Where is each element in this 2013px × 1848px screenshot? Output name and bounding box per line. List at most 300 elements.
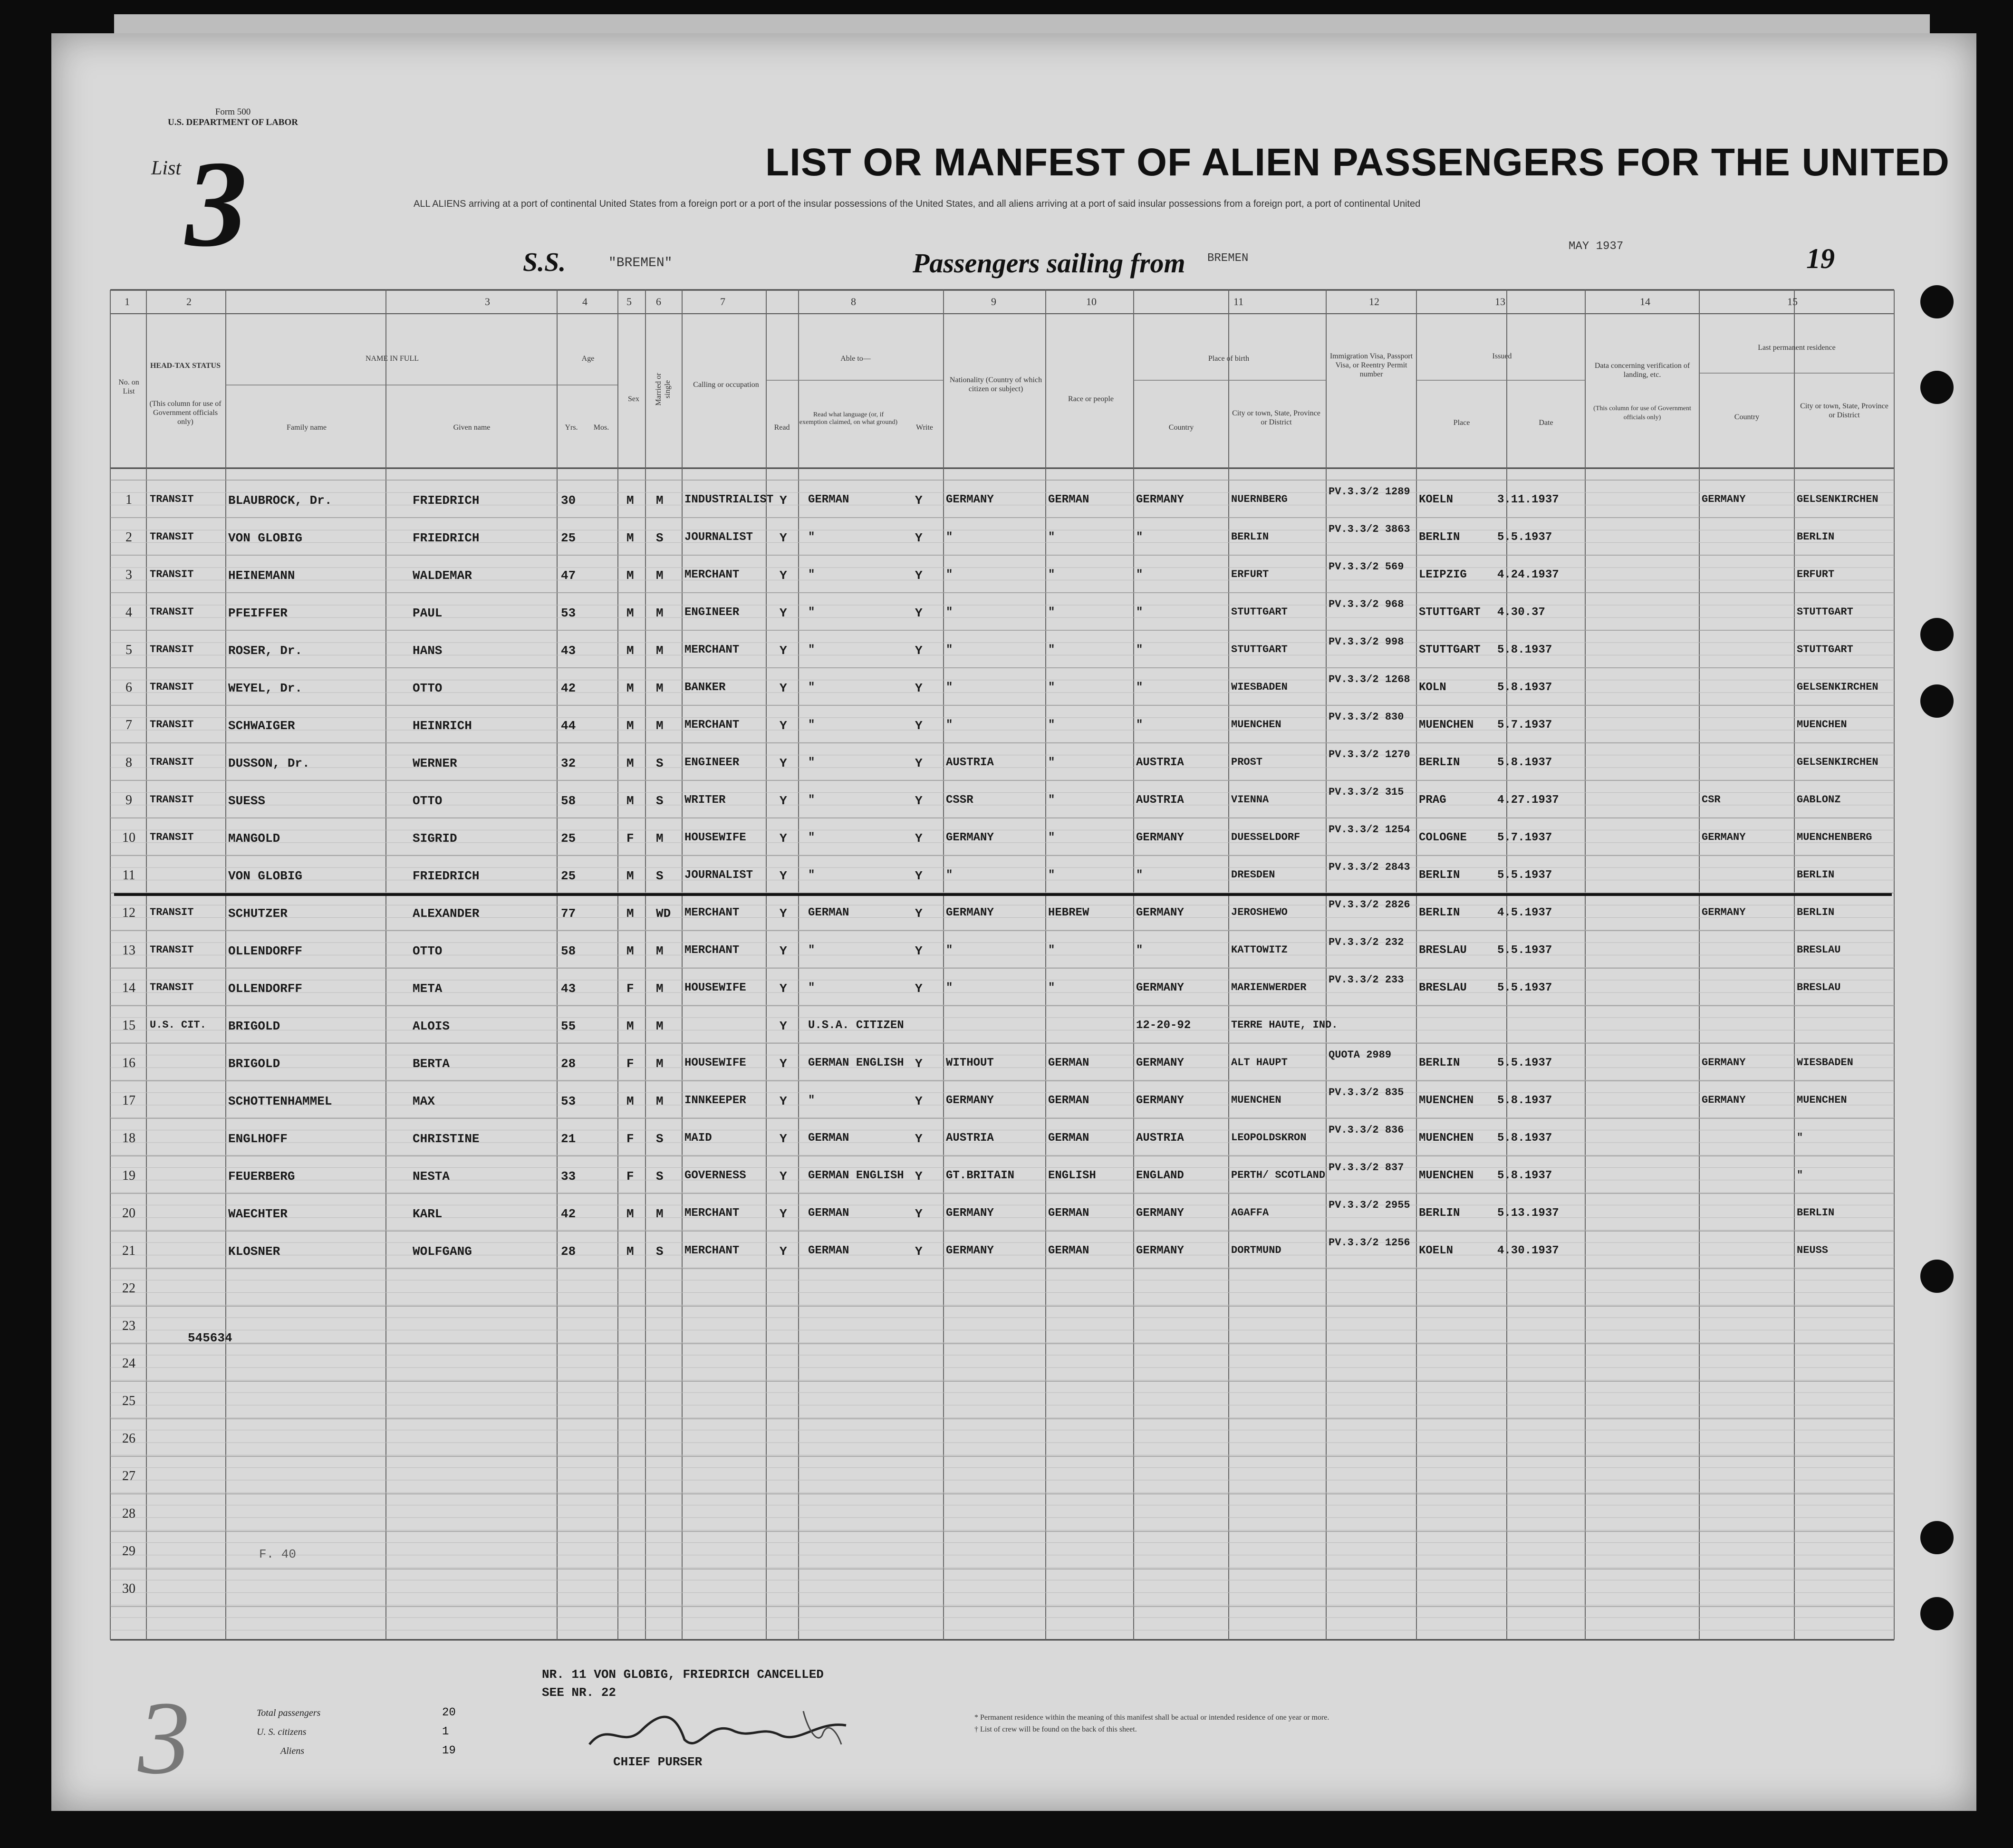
occupation: JOURNALIST (684, 531, 753, 544)
read-language: " (808, 756, 815, 769)
age: 25 (561, 869, 576, 883)
column-number: 15 (1787, 296, 1798, 308)
row-number: 16 (122, 1056, 135, 1070)
birth-city: BERLIN (1231, 531, 1269, 543)
row-number: 19 (122, 1168, 135, 1183)
row-number: 30 (122, 1581, 135, 1596)
visa-issued-date: 5.8.1937 (1497, 1094, 1552, 1107)
race: GERMAN (1048, 1132, 1089, 1145)
row-number: 29 (122, 1544, 135, 1559)
year-prefix: 19 (1806, 243, 1835, 274)
race: " (1048, 944, 1055, 957)
can-read: Y (780, 681, 787, 695)
nationality: " (946, 568, 953, 581)
marital-status: S (656, 531, 664, 545)
read-language: " (808, 982, 815, 994)
row-number: 11 (122, 868, 135, 883)
row-number: 23 (122, 1319, 135, 1333)
visa-issued-date: 5.8.1937 (1497, 1169, 1552, 1182)
header-calling: Calling or occupation (693, 381, 759, 389)
read-language: GERMAN (808, 493, 849, 506)
can-read: Y (780, 1057, 787, 1071)
marital-status: S (656, 1132, 664, 1146)
sex: M (626, 1244, 634, 1259)
given-name: HEINRICH (413, 719, 472, 733)
sex: M (626, 531, 634, 545)
marital-status: M (656, 1019, 664, 1033)
family-name: BLAUBROCK, Dr. (228, 493, 332, 508)
can-write: Y (915, 982, 923, 996)
residence-city: " (1797, 1132, 1803, 1144)
visa-issued-date: 5.8.1937 (1497, 1132, 1552, 1145)
column-number: 12 (1369, 296, 1379, 308)
age: 44 (561, 719, 576, 733)
can-write: Y (915, 568, 923, 583)
occupation: ENGINEER (684, 756, 740, 769)
nationality: GERMANY (946, 906, 994, 919)
birth-country: " (1136, 944, 1143, 957)
nationality: GERMANY (946, 493, 994, 506)
occupation: JOURNALIST (684, 869, 753, 882)
occupation: MERCHANT (684, 1244, 740, 1257)
residence-city: BERLIN (1797, 1207, 1835, 1219)
header-mos: Mos. (593, 424, 609, 432)
read-language: " (808, 869, 815, 882)
birth-city: WIESBADEN (1231, 681, 1288, 693)
race: " (1048, 719, 1055, 732)
birth-country: AUSTRIA (1136, 756, 1184, 769)
aliens-value: 19 (442, 1744, 456, 1757)
row-number: 28 (122, 1506, 135, 1521)
row23-number: 545634 (188, 1331, 232, 1345)
visa-issued-date: 5.13.1937 (1497, 1207, 1559, 1220)
visa-issued-date: 5.8.1937 (1497, 756, 1552, 769)
head-tax-status: TRANSIT (150, 568, 194, 580)
visa-number: PV.3.3/2 1289 (1329, 486, 1410, 498)
head-tax-status: TRANSIT (150, 606, 194, 618)
sex: F (626, 831, 634, 846)
marital-status: M (656, 719, 664, 733)
row-number: 4 (125, 605, 132, 620)
header-verification: Data concerning verification of landing, etc. (1594, 362, 1690, 379)
can-read: Y (780, 719, 787, 733)
residence-city: GELSENKIRCHEN (1797, 493, 1878, 505)
visa-number: PV.3.3/2 2826 (1329, 899, 1410, 911)
visa-number: PV.3.3/2 232 (1329, 936, 1404, 948)
sex: M (626, 906, 634, 921)
occupation: MERCHANT (684, 644, 740, 656)
header-able-to: Able to— (840, 355, 871, 363)
marital-status: S (656, 756, 664, 770)
header-verification-note: (This column for use of Government officials only) (1593, 405, 1691, 421)
visa-issued-place: BERLIN (1419, 906, 1460, 919)
residence-city: BRESLAU (1797, 982, 1841, 993)
birth-city: MUENCHEN (1231, 1094, 1281, 1106)
binder-hole (1920, 1260, 1954, 1293)
age: 43 (561, 644, 576, 658)
race: " (1048, 606, 1055, 619)
row-number: 10 (122, 830, 135, 845)
age: 25 (561, 831, 576, 846)
birth-country: GERMANY (1136, 1057, 1184, 1069)
nationality: GERMANY (946, 1244, 994, 1257)
aliens-label: Aliens (280, 1746, 304, 1756)
occupation: BANKER (684, 681, 726, 694)
footnote-residence: * Permanent residence within the meaning of this manifest shall be actual or intended residence of one year or more. (974, 1713, 1329, 1722)
visa-issued-date: 4.30.1937 (1497, 1244, 1559, 1257)
birth-city: ERFURT (1231, 568, 1269, 580)
row-number: 12 (122, 905, 135, 920)
total-passengers-value: 20 (442, 1706, 456, 1719)
read-language: " (808, 794, 815, 807)
visa-issued-date: 5.8.1937 (1497, 681, 1552, 694)
visa-issued-place: KOLN (1419, 681, 1446, 694)
age: 28 (561, 1244, 576, 1259)
read-language: " (808, 944, 815, 957)
can-read: Y (780, 906, 787, 921)
sex: M (626, 794, 634, 808)
visa-issued-place: STUTTGART (1419, 644, 1481, 656)
list-number: 3 (185, 135, 247, 272)
marital-status: M (656, 831, 664, 846)
header-issued-date: Date (1539, 419, 1553, 427)
header-family-name: Family name (287, 424, 327, 432)
visa-number: PV.3.3/2 233 (1329, 974, 1404, 986)
stamp-40: F. 40 (259, 1547, 297, 1561)
read-language: " (808, 531, 815, 544)
race: " (1048, 756, 1055, 769)
given-name: SIGRID (413, 831, 457, 846)
birth-country: 12-20-92 (1136, 1019, 1191, 1032)
birth-city: STUTTGART (1231, 644, 1288, 655)
row-number: 17 (122, 1093, 135, 1108)
birth-country: " (1136, 531, 1143, 544)
birth-country: GERMANY (1136, 1094, 1184, 1107)
sailing-port: BREMEN (1207, 252, 1249, 265)
head-tax-status: TRANSIT (150, 681, 194, 693)
nationality: WITHOUT (946, 1057, 994, 1069)
visa-issued-place: MUENCHEN (1419, 1094, 1474, 1107)
marital-status: M (656, 644, 664, 658)
birth-city: PERTH/ SCOTLAND (1231, 1169, 1326, 1181)
birth-city: DRESDEN (1231, 869, 1275, 881)
read-language: GERMAN (808, 906, 849, 919)
visa-number: PV.3.3/2 1254 (1329, 824, 1410, 836)
header-read-language: Read what language (or, if exemption claimed, on what ground) (799, 411, 898, 426)
sailing-date: MAY 1937 (1569, 240, 1624, 253)
given-name: META (413, 982, 443, 996)
total-passengers-label: Total passengers (257, 1708, 321, 1718)
age: 30 (561, 493, 576, 508)
race: " (1048, 794, 1055, 807)
binder-hole (1920, 618, 1954, 651)
can-write: Y (915, 1207, 923, 1221)
head-tax-status: TRANSIT (150, 493, 194, 505)
can-write: Y (915, 1132, 923, 1146)
visa-issued-place: BERLIN (1419, 531, 1460, 544)
visa-number: PV.3.3/2 1256 (1329, 1237, 1410, 1249)
birth-country: " (1136, 869, 1143, 882)
visa-issued-date: 4.30.37 (1497, 606, 1545, 619)
column-number: 5 (626, 296, 632, 308)
family-name: FEUERBERG (228, 1169, 295, 1184)
sex: M (626, 644, 634, 658)
can-write: Y (915, 944, 923, 958)
given-name: WALDEMAR (413, 568, 472, 583)
visa-issued-place: BERLIN (1419, 756, 1460, 769)
row-number: 5 (125, 643, 132, 657)
age: 47 (561, 568, 576, 583)
residence-country: CSR (1702, 794, 1721, 806)
column-number: 11 (1233, 296, 1244, 308)
manifest-title: LIST OR MANFEST OF ALIEN PASSENGERS FOR THE UNITED (765, 141, 1950, 184)
family-name: HEINEMANN (228, 568, 295, 583)
sex: M (626, 944, 634, 958)
visa-issued-place: BRESLAU (1419, 944, 1467, 957)
birth-country: " (1136, 644, 1143, 656)
visa-number: QUOTA 2989 (1329, 1049, 1392, 1061)
can-read: Y (780, 1019, 787, 1033)
visa-issued-place: BERLIN (1419, 869, 1460, 882)
given-name: NESTA (413, 1169, 450, 1184)
residence-country: GERMANY (1702, 831, 1746, 843)
signer-title: CHIEF PURSER (613, 1755, 703, 1769)
given-name: WOLFGANG (413, 1244, 472, 1259)
can-read: Y (780, 1132, 787, 1146)
occupation: MERCHANT (684, 719, 740, 732)
head-tax-status: TRANSIT (150, 531, 194, 543)
header-yrs: Yrs. (565, 424, 578, 432)
birth-country: AUSTRIA (1136, 1132, 1184, 1145)
visa-number: PV.3.3/2 3863 (1329, 523, 1410, 535)
footnote-crew: † List of crew will be found on the back of this sheet. (974, 1725, 1137, 1733)
visa-number: PV.3.3/2 2843 (1329, 861, 1410, 873)
column-number: 13 (1495, 296, 1505, 308)
visa-issued-place: LEIPZIG (1419, 568, 1467, 581)
column-number: 3 (485, 296, 490, 308)
visa-issued-date: 5.5.1937 (1497, 1057, 1552, 1069)
family-name: DUSSON, Dr. (228, 756, 310, 770)
header-birth-city: City or town, State, Province or District (1232, 409, 1320, 426)
header-birth-country: Country (1168, 424, 1194, 432)
race: " (1048, 644, 1055, 656)
cancellation-line (114, 893, 1892, 896)
residence-city: MUENCHEN (1797, 719, 1847, 731)
column-number: 7 (720, 296, 725, 308)
sex: M (626, 606, 634, 620)
given-name: OTTO (413, 681, 443, 695)
residence-country: GERMANY (1702, 1057, 1746, 1068)
residence-city: BERLIN (1797, 906, 1835, 918)
head-tax-status: TRANSIT (150, 831, 194, 843)
sex: M (626, 493, 634, 508)
occupation: MERCHANT (684, 906, 740, 919)
family-name: SCHWAIGER (228, 719, 295, 733)
birth-city: KATTOWITZ (1231, 944, 1288, 956)
occupation: MERCHANT (684, 944, 740, 957)
column-number: 8 (851, 296, 856, 308)
age: 58 (561, 944, 576, 958)
given-name: CHRISTINE (413, 1132, 480, 1146)
visa-issued-place: MUENCHEN (1419, 1132, 1474, 1145)
margin-number: 3 (138, 1680, 190, 1796)
residence-city: GABLONZ (1797, 794, 1841, 806)
can-write: Y (915, 756, 923, 770)
family-name: SCHUTZER (228, 906, 288, 921)
column-number: 1 (125, 296, 130, 308)
can-write: Y (915, 531, 923, 545)
given-name: OTTO (413, 944, 443, 958)
visa-issued-place: BRESLAU (1419, 982, 1467, 994)
occupation: MERCHANT (684, 568, 740, 581)
visa-issued-date: 5.5.1937 (1497, 944, 1552, 957)
visa-issued-date: 4.24.1937 (1497, 568, 1559, 581)
header-issued: Issued (1492, 352, 1512, 360)
marital-status: M (656, 944, 664, 958)
header-sex: Sex (628, 395, 639, 403)
row-number: 27 (122, 1469, 135, 1483)
given-name: FRIEDRICH (413, 493, 480, 508)
birth-country: AUSTRIA (1136, 794, 1184, 807)
birth-country: " (1136, 719, 1143, 732)
residence-city: STUTTGART (1797, 644, 1853, 655)
can-read: Y (780, 531, 787, 545)
can-write: Y (915, 1244, 923, 1259)
head-tax-status: TRANSIT (150, 719, 194, 731)
residence-country: GERMANY (1702, 493, 1746, 505)
birth-country: GERMANY (1136, 831, 1184, 844)
visa-number: PV.3.3/2 1268 (1329, 674, 1410, 685)
birth-city: MUENCHEN (1231, 719, 1281, 731)
sex: M (626, 1019, 634, 1033)
read-language: " (808, 1094, 815, 1107)
sex: M (626, 568, 634, 583)
can-read: Y (780, 831, 787, 846)
can-write: Y (915, 493, 923, 508)
occupation: MAID (684, 1132, 712, 1145)
visa-issued-date: 4.27.1937 (1497, 794, 1559, 807)
read-language: " (808, 719, 815, 732)
visa-number: PV.3.3/2 968 (1329, 598, 1404, 610)
header-issued-place: Place (1453, 419, 1470, 427)
cancel-note-2: SEE NR. 22 (542, 1685, 616, 1700)
nationality: GERMANY (946, 831, 994, 844)
residence-city: GELSENKIRCHEN (1797, 756, 1878, 768)
ship-name: "BREMEN" (608, 256, 673, 270)
race: " (1048, 982, 1055, 994)
can-write: Y (915, 1169, 923, 1184)
residence-city: GELSENKIRCHEN (1797, 681, 1878, 693)
cancel-note-1: NR. 11 VON GLOBIG, FRIEDRICH CANCELLED (542, 1667, 824, 1682)
residence-city: NEUSS (1797, 1244, 1829, 1256)
birth-country: GERMANY (1136, 1207, 1184, 1220)
family-name: WEYEL, Dr. (228, 681, 303, 695)
us-citizens-value: 1 (442, 1725, 449, 1738)
sex: M (626, 1207, 634, 1221)
head-tax-status: TRANSIT (150, 906, 194, 918)
occupation: WRITER (684, 794, 726, 807)
residence-city: STUTTGART (1797, 606, 1853, 618)
residence-city: BERLIN (1797, 869, 1835, 881)
age: 55 (561, 1019, 576, 1033)
list-label: List (151, 157, 182, 179)
family-name: MANGOLD (228, 831, 280, 846)
row-number: 9 (125, 793, 132, 808)
sex: M (626, 1094, 634, 1108)
head-tax-status: TRANSIT (150, 794, 194, 806)
age: 42 (561, 681, 576, 695)
nationality: " (946, 982, 953, 994)
visa-issued-date: 5.7.1937 (1497, 719, 1552, 732)
read-language: GERMAN ENGLISH (808, 1057, 904, 1069)
birth-country: GERMANY (1136, 982, 1184, 994)
given-name: MAX (413, 1094, 435, 1108)
birth-country: GERMANY (1136, 493, 1184, 506)
nationality: " (946, 719, 953, 732)
marital-status: S (656, 1169, 664, 1184)
birth-city: MARIENWERDER (1231, 982, 1307, 993)
column-number: 10 (1086, 296, 1097, 308)
can-read: Y (780, 1244, 787, 1259)
can-read: Y (780, 794, 787, 808)
form-number: Form 500 (215, 107, 251, 117)
family-name: BRIGOLD (228, 1019, 280, 1033)
read-language: GERMAN (808, 1207, 849, 1220)
given-name: KARL (413, 1207, 443, 1221)
sex: F (626, 1132, 634, 1146)
marital-status: WD (656, 906, 671, 921)
birth-city: VIENNA (1231, 794, 1269, 806)
sex: F (626, 1169, 634, 1184)
given-name: PAUL (413, 606, 443, 620)
row-number: 2 (125, 530, 132, 545)
residence-city: MUENCHENBERG (1797, 831, 1872, 843)
family-name: ENGLHOFF (228, 1132, 288, 1146)
occupation: INDUSTRIALIST (684, 493, 774, 506)
age: 25 (561, 531, 576, 545)
marital-status: M (656, 681, 664, 695)
head-tax-status: TRANSIT (150, 944, 194, 956)
age: 58 (561, 794, 576, 808)
binder-hole (1920, 1521, 1954, 1554)
header-place-of-birth: Place of birth (1208, 355, 1250, 363)
birth-country: " (1136, 606, 1143, 619)
occupation: GOVERNESS (684, 1169, 746, 1182)
marital-status: M (656, 1057, 664, 1071)
header-last-residence: Last permanent residence (1758, 344, 1836, 352)
row-number: 18 (122, 1131, 135, 1145)
visa-issued-place: PRAG (1419, 794, 1446, 807)
given-name: FRIEDRICH (413, 531, 480, 545)
form-header (143, 107, 323, 128)
read-language: " (808, 681, 815, 694)
marital-status: S (656, 869, 664, 883)
visa-issued-place: MUENCHEN (1419, 1169, 1474, 1182)
birth-country: GERMANY (1136, 906, 1184, 919)
residence-country: GERMANY (1702, 906, 1746, 918)
ship-label: S.S. (523, 248, 566, 277)
purser-signature (580, 1702, 865, 1763)
column-number: 9 (991, 296, 996, 308)
birth-city: DUESSELDORF (1231, 831, 1300, 843)
given-name: FRIEDRICH (413, 869, 480, 883)
marital-status: M (656, 1094, 664, 1108)
can-write: Y (915, 644, 923, 658)
head-tax-status: TRANSIT (150, 756, 194, 768)
birth-city: JEROSHEWO (1231, 906, 1288, 918)
visa-issued-date: 4.5.1937 (1497, 906, 1552, 919)
occupation: INNKEEPER (684, 1094, 746, 1107)
